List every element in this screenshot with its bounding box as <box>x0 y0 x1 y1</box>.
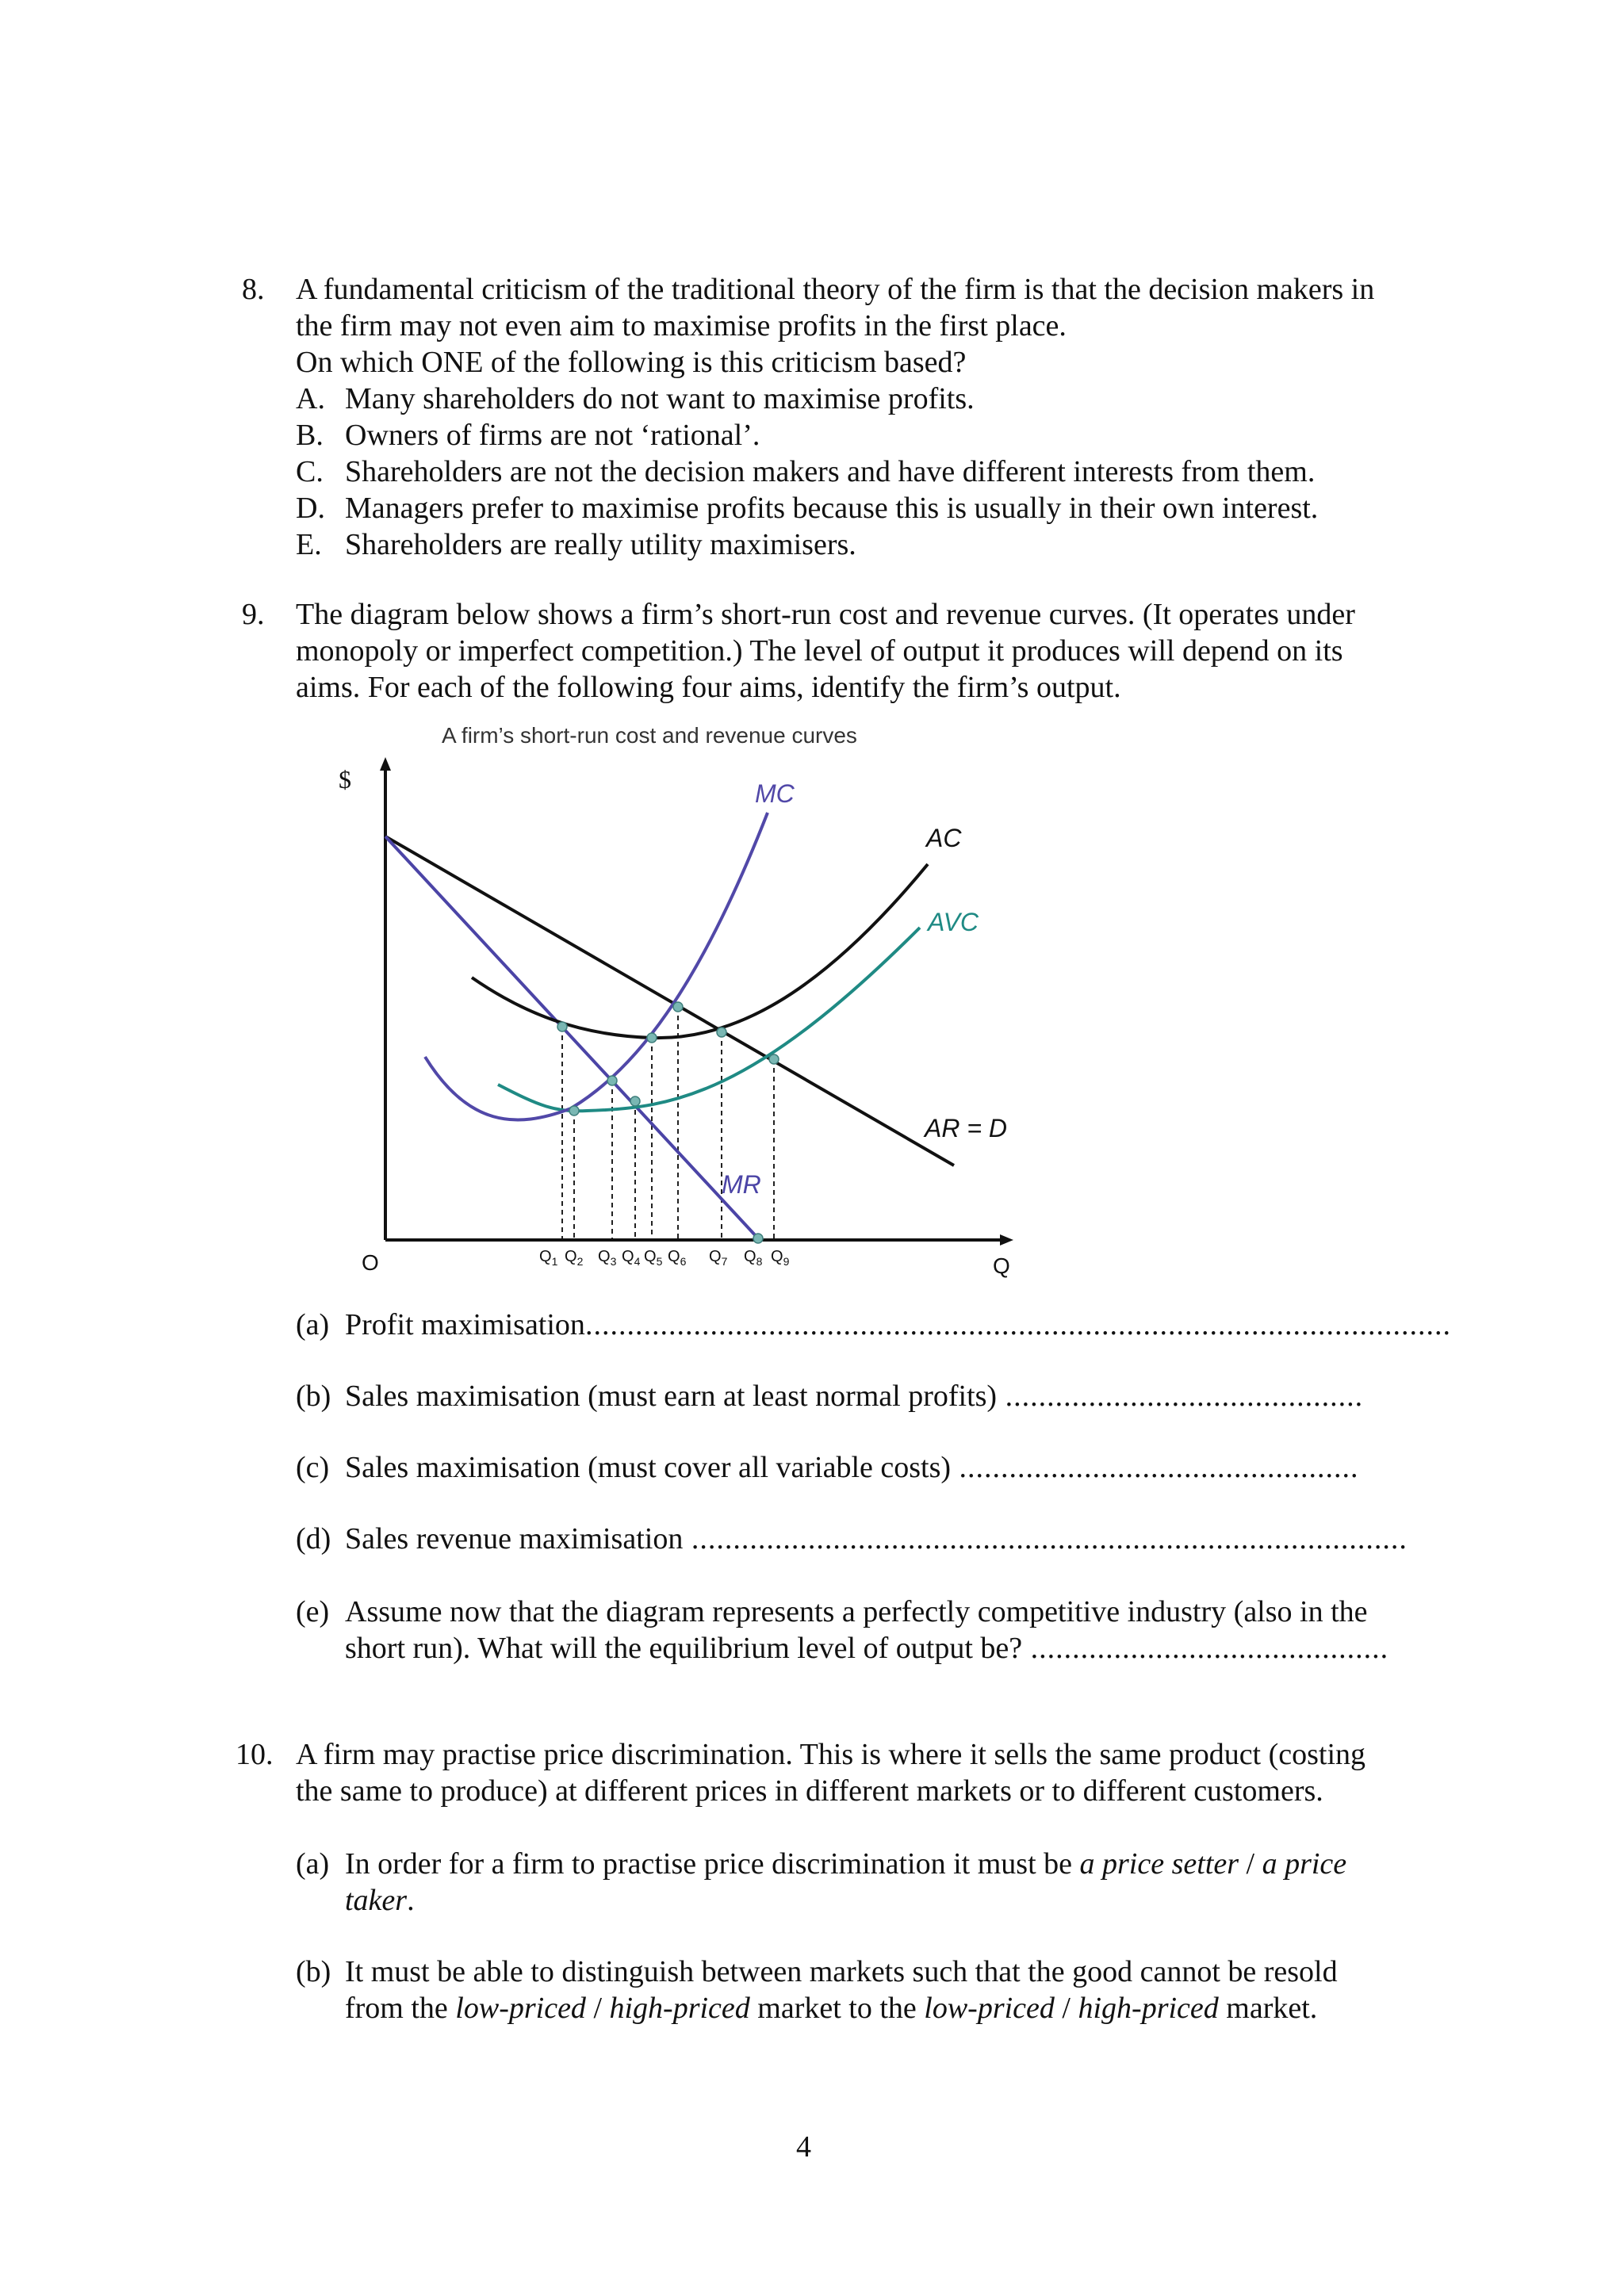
point-q1 <box>557 1022 567 1031</box>
x-axis-label: Q <box>993 1253 1010 1278</box>
part-text-wrap <box>345 1449 1359 1486</box>
mr-label: MR <box>722 1170 761 1199</box>
option-letter: C. <box>296 455 324 488</box>
ar-demand-curve <box>385 836 954 1165</box>
answer-dots[interactable]: ........................................... <box>997 1380 1364 1413</box>
part-label: (b) <box>296 1380 331 1413</box>
part-b-mid: market to the <box>749 1992 925 2025</box>
question-9-line-1: The diagram below shows a firm’s short-run cost and revenue curves. (It operates under <box>296 598 1355 631</box>
point-q9 <box>769 1054 779 1064</box>
ac-label: AC <box>926 824 962 852</box>
option-to-high-priced[interactable]: high-priced <box>1078 1992 1219 2025</box>
point-q3 <box>607 1076 617 1085</box>
answer-dots[interactable]: ........................................... <box>1022 1632 1389 1665</box>
option-letter: A. <box>296 382 325 415</box>
option-price-taker-part1[interactable]: a price <box>1262 1847 1347 1881</box>
part-text-wrap <box>345 1307 1451 1343</box>
mr-curve <box>385 836 758 1238</box>
part-label: (d) <box>296 1522 331 1556</box>
part-text-wrap <box>345 1846 1346 1919</box>
option-letter: E. <box>296 528 322 561</box>
option-price-setter[interactable]: a price setter <box>1079 1847 1239 1881</box>
part-text: Profit maximisation <box>345 1308 585 1341</box>
option-text: Shareholders are not the decision makers and have different interests from them. <box>345 455 1316 488</box>
q-label-8: $Q_8$ <box>744 1248 763 1268</box>
part-text-wrap <box>345 1594 1388 1667</box>
option-from-low-priced[interactable]: low-priced <box>455 1992 586 2025</box>
ar-label: AR = D <box>925 1114 1008 1142</box>
question-8-line-3: On which ONE of the following is this criticism based? <box>296 346 967 379</box>
option-from-high-priced[interactable]: high-priced <box>609 1992 750 2025</box>
question-10-line-1: A firm may practise price discrimination. This is where it sells the same product (costing <box>296 1738 1366 1771</box>
option-text: Managers prefer to maximise profits because this is usually in their own interest. <box>345 492 1319 525</box>
q-label-5: $Q_5$ <box>644 1248 663 1268</box>
option-text: Shareholders are really utility maximisers. <box>345 528 856 561</box>
point-q2 <box>569 1106 579 1115</box>
q-label-1: $Q_1$ <box>539 1248 558 1268</box>
q-label-6: $Q_6$ <box>668 1248 687 1268</box>
origin-label: O <box>362 1250 379 1275</box>
option-letter: D. <box>296 492 325 525</box>
answer-dots[interactable]: ...................................................................................... <box>683 1522 1408 1556</box>
option-text: Owners of firms are not ‘rational’. <box>345 419 760 452</box>
part-label: (a) <box>296 1847 330 1881</box>
part-text: Sales maximisation (must cover all variable costs) <box>345 1451 952 1484</box>
diagram-title: A firm’s short-run cost and revenue curves <box>442 723 857 748</box>
part-b-end: market. <box>1218 1992 1318 2025</box>
answer-dots[interactable]: ................................................ <box>951 1451 1359 1484</box>
question-9-line-2: monopoly or imperfect competition.) The level of output it produces will depend on its <box>296 634 1343 668</box>
period: . <box>407 1884 415 1917</box>
point-q5 <box>647 1033 657 1043</box>
answer-dots[interactable]: ........................................................................................................ <box>584 1308 1451 1341</box>
option-text: Many shareholders do not want to maximise profits. <box>345 382 975 415</box>
option-letter: B. <box>296 419 324 452</box>
part-label: (a) <box>296 1308 330 1341</box>
part-label: (b) <box>296 1955 331 1988</box>
mc-curve <box>425 813 768 1119</box>
part-label: (c) <box>296 1451 330 1484</box>
separator: / <box>1054 1992 1078 2025</box>
y-axis-label: $ <box>339 765 351 794</box>
question-8-line-1: A fundamental criticism of the traditional theory of the firm is that the decision makers in <box>296 273 1375 306</box>
separator: / <box>585 1992 610 2025</box>
question-10-number: 10. <box>236 1738 274 1771</box>
part-text-line-2: short run). What will the equilibrium level of output be? <box>345 1632 1023 1665</box>
question-8-line-2: the firm may not even aim to maximise profits in the first place. <box>296 309 1067 342</box>
part-label: (e) <box>296 1595 330 1628</box>
question-9-line-3: aims. For each of the following four aims, identify the firm’s output. <box>296 671 1121 704</box>
q-label-2: $Q_2$ <box>565 1248 584 1268</box>
option-price-taker-part2[interactable]: taker <box>345 1884 408 1917</box>
ac-curve <box>472 864 928 1038</box>
point-q6 <box>673 1002 683 1012</box>
q-label-9: $Q_9$ <box>771 1248 790 1268</box>
page-number: 4 <box>796 2130 811 2164</box>
q-label-4: $Q_4$ <box>622 1248 641 1268</box>
q-label-3: $Q_3$ <box>598 1248 617 1268</box>
point-q8 <box>753 1234 763 1243</box>
part-a-text: In order for a firm to practise price discrimination it must be <box>345 1847 1080 1881</box>
option-to-low-priced[interactable]: low-priced <box>924 1992 1055 2025</box>
mc-label: MC <box>755 779 795 808</box>
question-8-number: 8. <box>242 273 265 306</box>
part-text-line-1: Assume now that the diagram represents a perfectly competitive industry (also in the <box>345 1595 1368 1628</box>
part-text: Sales revenue maximisation <box>345 1522 684 1556</box>
avc-label: AVC <box>928 908 979 936</box>
separator: / <box>1239 1847 1262 1881</box>
avc-curve <box>498 928 920 1111</box>
part-b-pre: from the <box>345 1992 456 2025</box>
part-text-wrap <box>345 1521 1408 1557</box>
point-q4 <box>630 1096 640 1106</box>
question-9-number: 9. <box>242 598 265 631</box>
q-tick-labels <box>539 1248 790 1268</box>
q-label-7: $Q_7$ <box>709 1248 728 1268</box>
y-axis-arrow <box>380 757 391 771</box>
part-text-wrap <box>345 1378 1363 1414</box>
point-q7 <box>717 1027 726 1037</box>
part-b-line-1: It must be able to distinguish between markets such that the good cannot be resold <box>345 1955 1338 1988</box>
x-axis-arrow <box>1000 1234 1013 1246</box>
part-text-wrap <box>345 1954 1338 2026</box>
question-10-line-2: the same to produce) at different prices in different markets or to different customers. <box>296 1774 1323 1808</box>
part-text: Sales maximisation (must earn at least normal profits) <box>345 1380 998 1413</box>
